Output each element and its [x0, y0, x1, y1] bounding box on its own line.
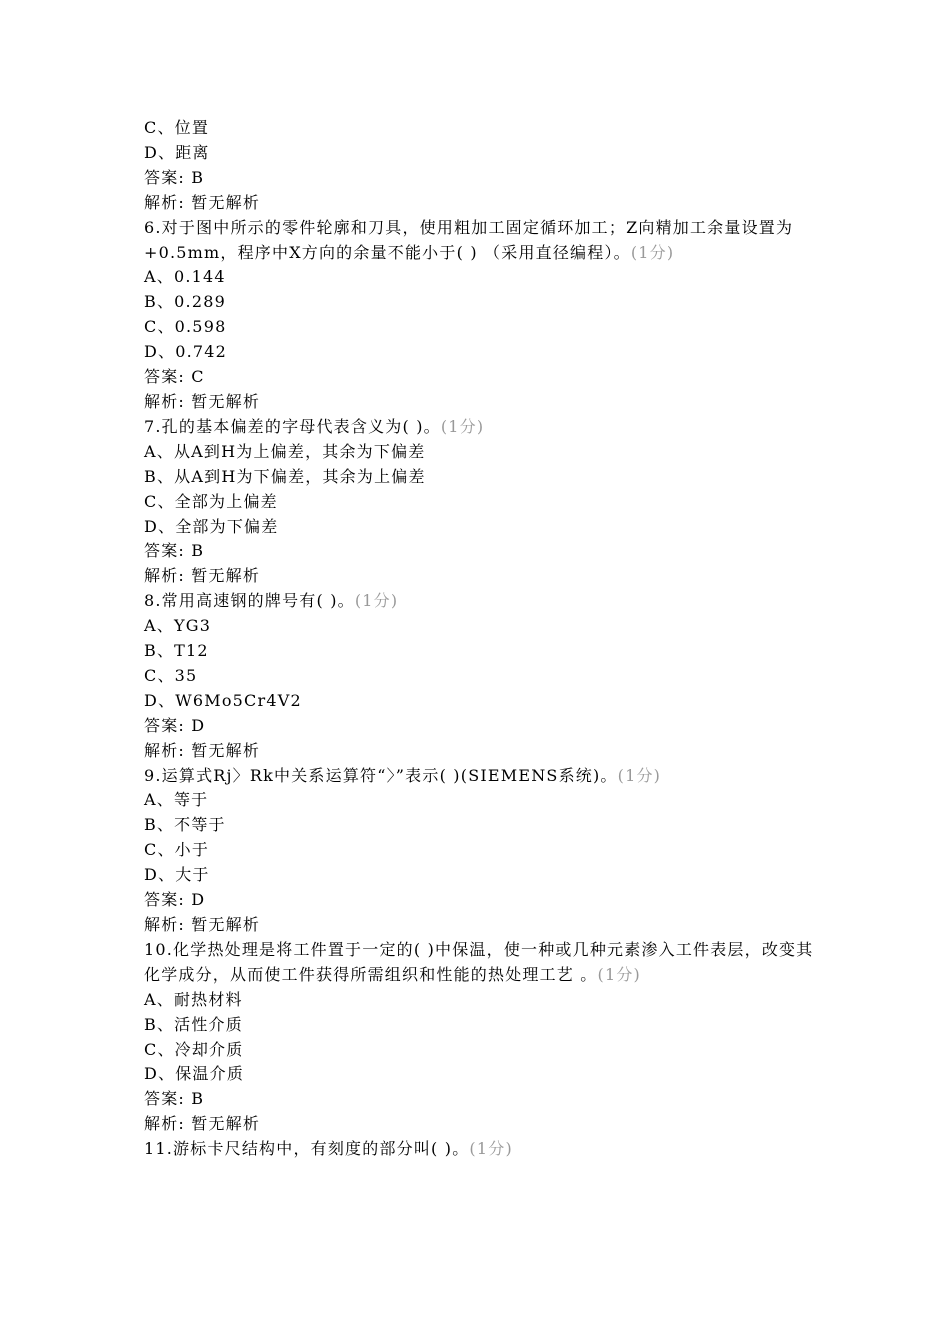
option-c: C、小于 [144, 840, 210, 860]
question-text: 9.运算式Rj〉Rk中关系运算符“〉”表示( )(SIEMENS系统)。 [144, 765, 618, 785]
option-c: C、位置 [144, 118, 210, 137]
option-d: D、大于 [144, 865, 210, 885]
question-score: (1分) [617, 765, 662, 785]
option-b: B、0.289 [144, 292, 226, 312]
option-b: B、不等于 [144, 815, 226, 835]
question-stem [144, 589, 814, 614]
answer-line: 答案: B [144, 1089, 205, 1109]
analysis-line: 解析: 暂无解析 [144, 1114, 261, 1134]
option-d: D、W6Mo5Cr4V2 [144, 690, 302, 710]
analysis-line: 解析: 暂无解析 [144, 915, 261, 934]
option-c: C、全部为上偏差 [144, 491, 278, 511]
answer-line: 答案: B [144, 541, 205, 561]
option-c: C、0.598 [144, 317, 227, 337]
answer-line: 答案: C [144, 367, 205, 387]
option-a: A、耐热材料 [144, 989, 243, 1009]
option-a: A、0.144 [144, 267, 226, 287]
option-d: D、距离 [144, 142, 210, 162]
option-a: A、等于 [144, 790, 209, 810]
option-d: D、0.742 [144, 342, 228, 362]
option-c: C、冷却介质 [144, 1039, 244, 1059]
question-score: (1分) [597, 964, 641, 984]
option-c: C、35 [144, 665, 198, 685]
question-score: (1分) [440, 416, 485, 436]
question-text: 8.常用高速钢的牌号有( )。 [144, 591, 355, 611]
question-text: 11.游标卡尺结构中，有刻度的部分叫( )。 [144, 1139, 470, 1159]
question-score: (1分) [469, 1139, 513, 1159]
question-stem [144, 216, 814, 266]
question-stem [144, 1137, 814, 1162]
answer-line: 答案: B [144, 167, 205, 187]
question-score: (1分) [630, 242, 675, 262]
answer-line: 答案: D [144, 890, 206, 910]
option-d: D、全部为下偏差 [144, 516, 279, 536]
question-text: 6.对于图中所示的零件轮廓和刀具，使用粗加工固定循环加工；Z向精加工余量设置为+0.5mm，程序中X方向的余量不能小于( ) （采用直径编程）。 [144, 217, 794, 262]
question-stem [144, 764, 814, 789]
analysis-line: 解析: 暂无解析 [144, 192, 261, 212]
question-stem [144, 415, 814, 440]
option-b: B、从A到H为下偏差，其余为上偏差 [144, 466, 426, 486]
answer-line: 答案: D [144, 715, 206, 735]
exam-page [144, 116, 814, 1162]
question-stem [144, 938, 814, 988]
question-text: 10.化学热处理是将工件置于一定的( )中保温，使一种或几种元素渗入工件表层，改变其化学成分，从而使工件获得所需组织和性能的热处理工艺 。 [144, 939, 814, 984]
option-b: B、T12 [144, 641, 209, 661]
analysis-line: 解析: 暂无解析 [144, 740, 261, 760]
option-d: D、保温介质 [144, 1064, 245, 1084]
analysis-line: 解析: 暂无解析 [144, 566, 261, 586]
analysis-line: 解析: 暂无解析 [144, 391, 261, 411]
question-text: 7.孔的基本偏差的字母代表含义为( )。 [144, 416, 441, 436]
option-b: B、活性介质 [144, 1014, 243, 1034]
option-a: A、从A到H为上偏差，其余为下偏差 [144, 441, 426, 461]
option-a: A、YG3 [144, 616, 212, 636]
question-score: (1分) [354, 591, 399, 611]
